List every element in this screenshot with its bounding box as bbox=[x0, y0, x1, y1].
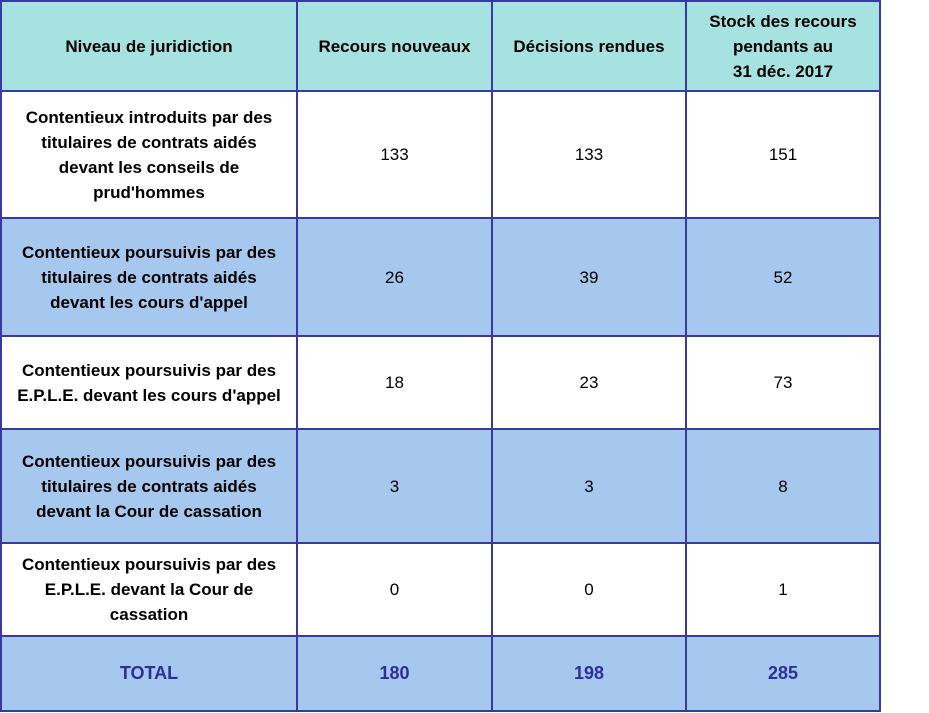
table-row bbox=[1, 336, 880, 428]
row-label-line: Contentieux poursuivis par des bbox=[21, 242, 277, 262]
table-header-row bbox=[1, 1, 880, 91]
row-label-line: devant les conseils de bbox=[58, 157, 240, 177]
header-stock-line1: Stock des recours bbox=[709, 11, 857, 31]
cell-new-appeals: 18 bbox=[297, 336, 492, 428]
table-row bbox=[1, 91, 880, 218]
header-stock bbox=[686, 1, 880, 91]
table-row bbox=[1, 429, 880, 543]
cell-new-appeals: 0 bbox=[297, 543, 492, 635]
row-label bbox=[1, 429, 297, 543]
header-stock-line3: 31 déc. 2017 bbox=[732, 61, 834, 81]
cell-decisions: 3 bbox=[492, 429, 686, 543]
row-label-line: titulaires de contrats aidés bbox=[41, 132, 257, 152]
row-label-line: devant les cours d'appel bbox=[50, 292, 248, 312]
row-label bbox=[1, 218, 297, 337]
row-label-line: Contentieux poursuivis par des bbox=[21, 451, 277, 471]
row-label-line: titulaires de contrats aidés bbox=[41, 476, 257, 496]
total-decisions: 198 bbox=[492, 636, 686, 711]
row-label-line: E.P.L.E. devant la Cour de bbox=[44, 579, 254, 599]
row-label-line: titulaires de contrats aidés bbox=[41, 267, 257, 287]
total-row bbox=[1, 636, 880, 711]
header-level: Niveau de juridiction bbox=[1, 1, 297, 91]
cell-new-appeals: 3 bbox=[297, 429, 492, 543]
total-new-appeals: 180 bbox=[297, 636, 492, 711]
cell-stock: 52 bbox=[686, 218, 880, 337]
row-label-line: prud'hommes bbox=[93, 182, 205, 202]
cell-decisions: 133 bbox=[492, 91, 686, 218]
cell-new-appeals: 133 bbox=[297, 91, 492, 218]
row-label-line: Contentieux poursuivis par des bbox=[21, 360, 277, 380]
cell-decisions: 23 bbox=[492, 336, 686, 428]
total-stock: 285 bbox=[686, 636, 880, 711]
cell-decisions: 0 bbox=[492, 543, 686, 635]
row-label-line: cassation bbox=[109, 604, 189, 624]
header-stock-line2: pendants au bbox=[732, 36, 834, 56]
row-label bbox=[1, 91, 297, 218]
row-label-line: devant la Cour de cassation bbox=[36, 501, 262, 521]
row-label bbox=[1, 336, 297, 428]
row-label-line: Contentieux introduits par des bbox=[25, 107, 273, 127]
cell-stock: 1 bbox=[686, 543, 880, 635]
row-label-line: Contentieux poursuivis par des bbox=[21, 554, 277, 574]
cell-decisions: 39 bbox=[492, 218, 686, 337]
cell-stock: 151 bbox=[686, 91, 880, 218]
row-label-line: E.P.L.E. devant les cours d'appel bbox=[17, 385, 281, 405]
total-label: TOTAL bbox=[1, 636, 297, 711]
table-row bbox=[1, 218, 880, 337]
row-label bbox=[1, 543, 297, 635]
cell-stock: 8 bbox=[686, 429, 880, 543]
cell-stock: 73 bbox=[686, 336, 880, 428]
header-new-appeals: Recours nouveaux bbox=[297, 1, 492, 91]
header-decisions: Décisions rendues bbox=[492, 1, 686, 91]
cell-new-appeals: 26 bbox=[297, 218, 492, 337]
table-row bbox=[1, 543, 880, 635]
